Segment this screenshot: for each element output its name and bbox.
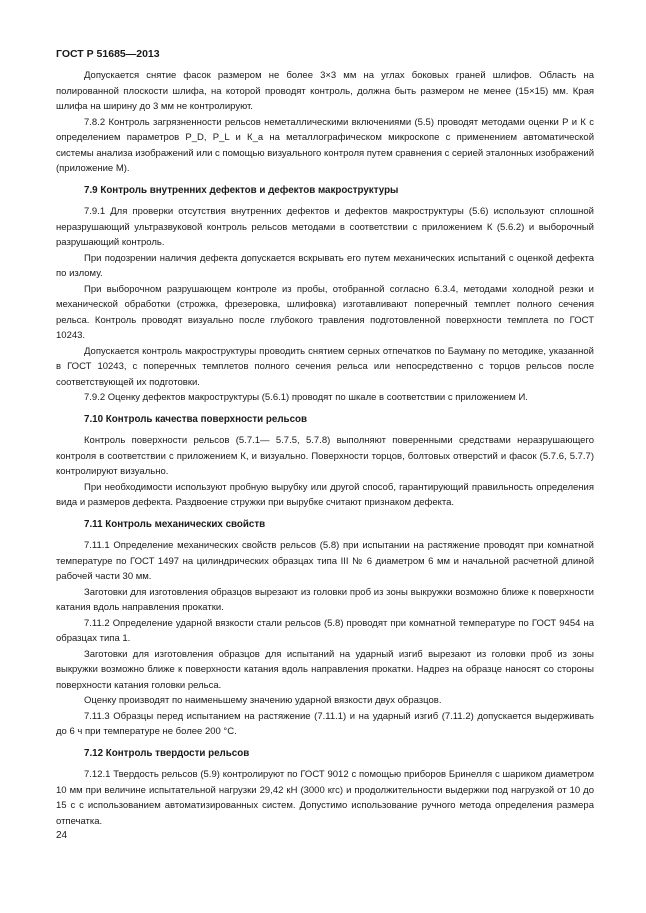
section-heading: 7.12 Контроль твердости рельсов bbox=[84, 747, 250, 759]
paragraph: Оценку производят по наименьшему значению ударной вязкости двух образцов. bbox=[84, 695, 442, 706]
paragraph: 7.9.2 Оценку дефектов макроструктуры (5.6.1) проводят по шкале в соответствии с приложением И. bbox=[84, 392, 528, 403]
paragraph: 7.9.1 Для проверки отсутствия внутренних дефектов и дефектов макроструктуры (5.6) используют сплошной неразрушающий ультразвуковой контроль рельсов методами в соответствии с приложением К (5.6.2) и выборочный разрушающий контроль. bbox=[56, 206, 594, 248]
document-header: ГОСТ Р 51685—2013 bbox=[56, 48, 160, 60]
paragraph: При выборочном разрушающем контроле из пробы, отобранной согласно 6.3.4, методами холодной резки и механической обработки (строжка, фрезеровка, шлифовка) изготавливают поперечный темплет полного сечения рельса. Контроль проводят визуально после глубокого травления подготовленной поверхности темплета по ГОСТ 10243. bbox=[56, 283, 594, 341]
paragraph: При подозрении наличия дефекта допускается вскрывать его путем механических испытаний с оценкой дефекта по излому. bbox=[56, 252, 594, 279]
page-number: 24 bbox=[56, 830, 68, 841]
paragraph: 7.12.1 Твердость рельсов (5.9) контролируют по ГОСТ 9012 с помощью приборов Бринелля с шариком диаметром 10 мм при величине испытательной нагрузки 29,42 кН (3000 кгс) и продолжительности выдержки под нагрузкой от 10 до 15 с с использованием автоматизированных систем. Допустимо использование ручного метода определения размера отпечатка. bbox=[56, 769, 594, 827]
paragraph: При необходимости используют пробную вырубку или другой способ, гарантирующий правильность определения вида и размеров дефекта. Раздвоение стружки при вырубке считают признаком дефекта. bbox=[56, 481, 594, 508]
section-heading: 7.10 Контроль качества поверхности рельсов bbox=[84, 413, 308, 425]
document-body bbox=[56, 68, 594, 829]
paragraph: Допускается снятие фасок размером не более 3×3 мм на углах боковых граней шлифов. Область на полированной плоскости шлифа, на которой проводят контроль, должна быть размером не менее (15×15) мм. Края шлифа на ширину до 3 мм не контролируют. bbox=[56, 70, 594, 112]
section-heading: 7.11 Контроль механических свойств bbox=[84, 518, 266, 530]
paragraph: 7.11.1 Определение механических свойств рельсов (5.8) при испытании на растяжение проводят при комнатной температуре по ГОСТ 1497 на цилиндрических образцах типа III № 6 диаметром 6 мм и начальной расчетной длиной рабочей части 30 мм. bbox=[56, 540, 594, 582]
paragraph: Заготовки для изготовления образцов для испытаний на ударный изгиб вырезают из головки проб из зоны выкружки возможно ближе к поверхности катания вдоль направления прокатки. Надрез на образце наносят со стороны поверхности катания головки рельса. bbox=[56, 648, 594, 691]
section-heading: 7.9 Контроль внутренних дефектов и дефектов макроструктуры bbox=[84, 184, 399, 196]
paragraph: Контроль поверхности рельсов (5.7.1— 5.7.5, 5.7.8) выполняют поверенными средствами неразрушающего контроля в соответствии с приложением К, и визуально. Поверхности торцов, болтовых отверстий и фасок (5.7.6, 5.7.7) контролируют визуально. bbox=[56, 435, 594, 477]
paragraph: 7.11.2 Определение ударной вязкости стали рельсов (5.8) проводят при комнатной температуре по ГОСТ 9454 на образцах типа 1. bbox=[56, 617, 594, 644]
paragraph: Заготовки для изготовления образцов вырезают из головки проб из зоны выкружки возможно ближе к поверхности катания вдоль направления прокатки. bbox=[56, 586, 594, 613]
paragraph: Допускается контроль макроструктуры проводить снятием серных отпечатков по Бауману по методике, указанной в ГОСТ 10243, с поперечных темплетов полного сечения рельса или непосредственно с торцов рельсов после соответствующей их подготовки. bbox=[56, 345, 594, 388]
paragraph: 7.11.3 Образцы перед испытанием на растяжение (7.11.1) и на ударный изгиб (7.11.2) допускается выдерживать до 6 ч при температуре не более 200 °С. bbox=[56, 710, 594, 737]
paragraph: 7.8.2 Контроль загрязненности рельсов неметаллическими включениями (5.5) проводят методами оценки Р и К с определением параметров Р_D, Р_L и К_a на металлографическом микроскопе с применением автоматической системы анализа изображений или с помощью визуального контроля путем сравнения с серией эталонных изображений (приложение М). bbox=[56, 116, 594, 174]
